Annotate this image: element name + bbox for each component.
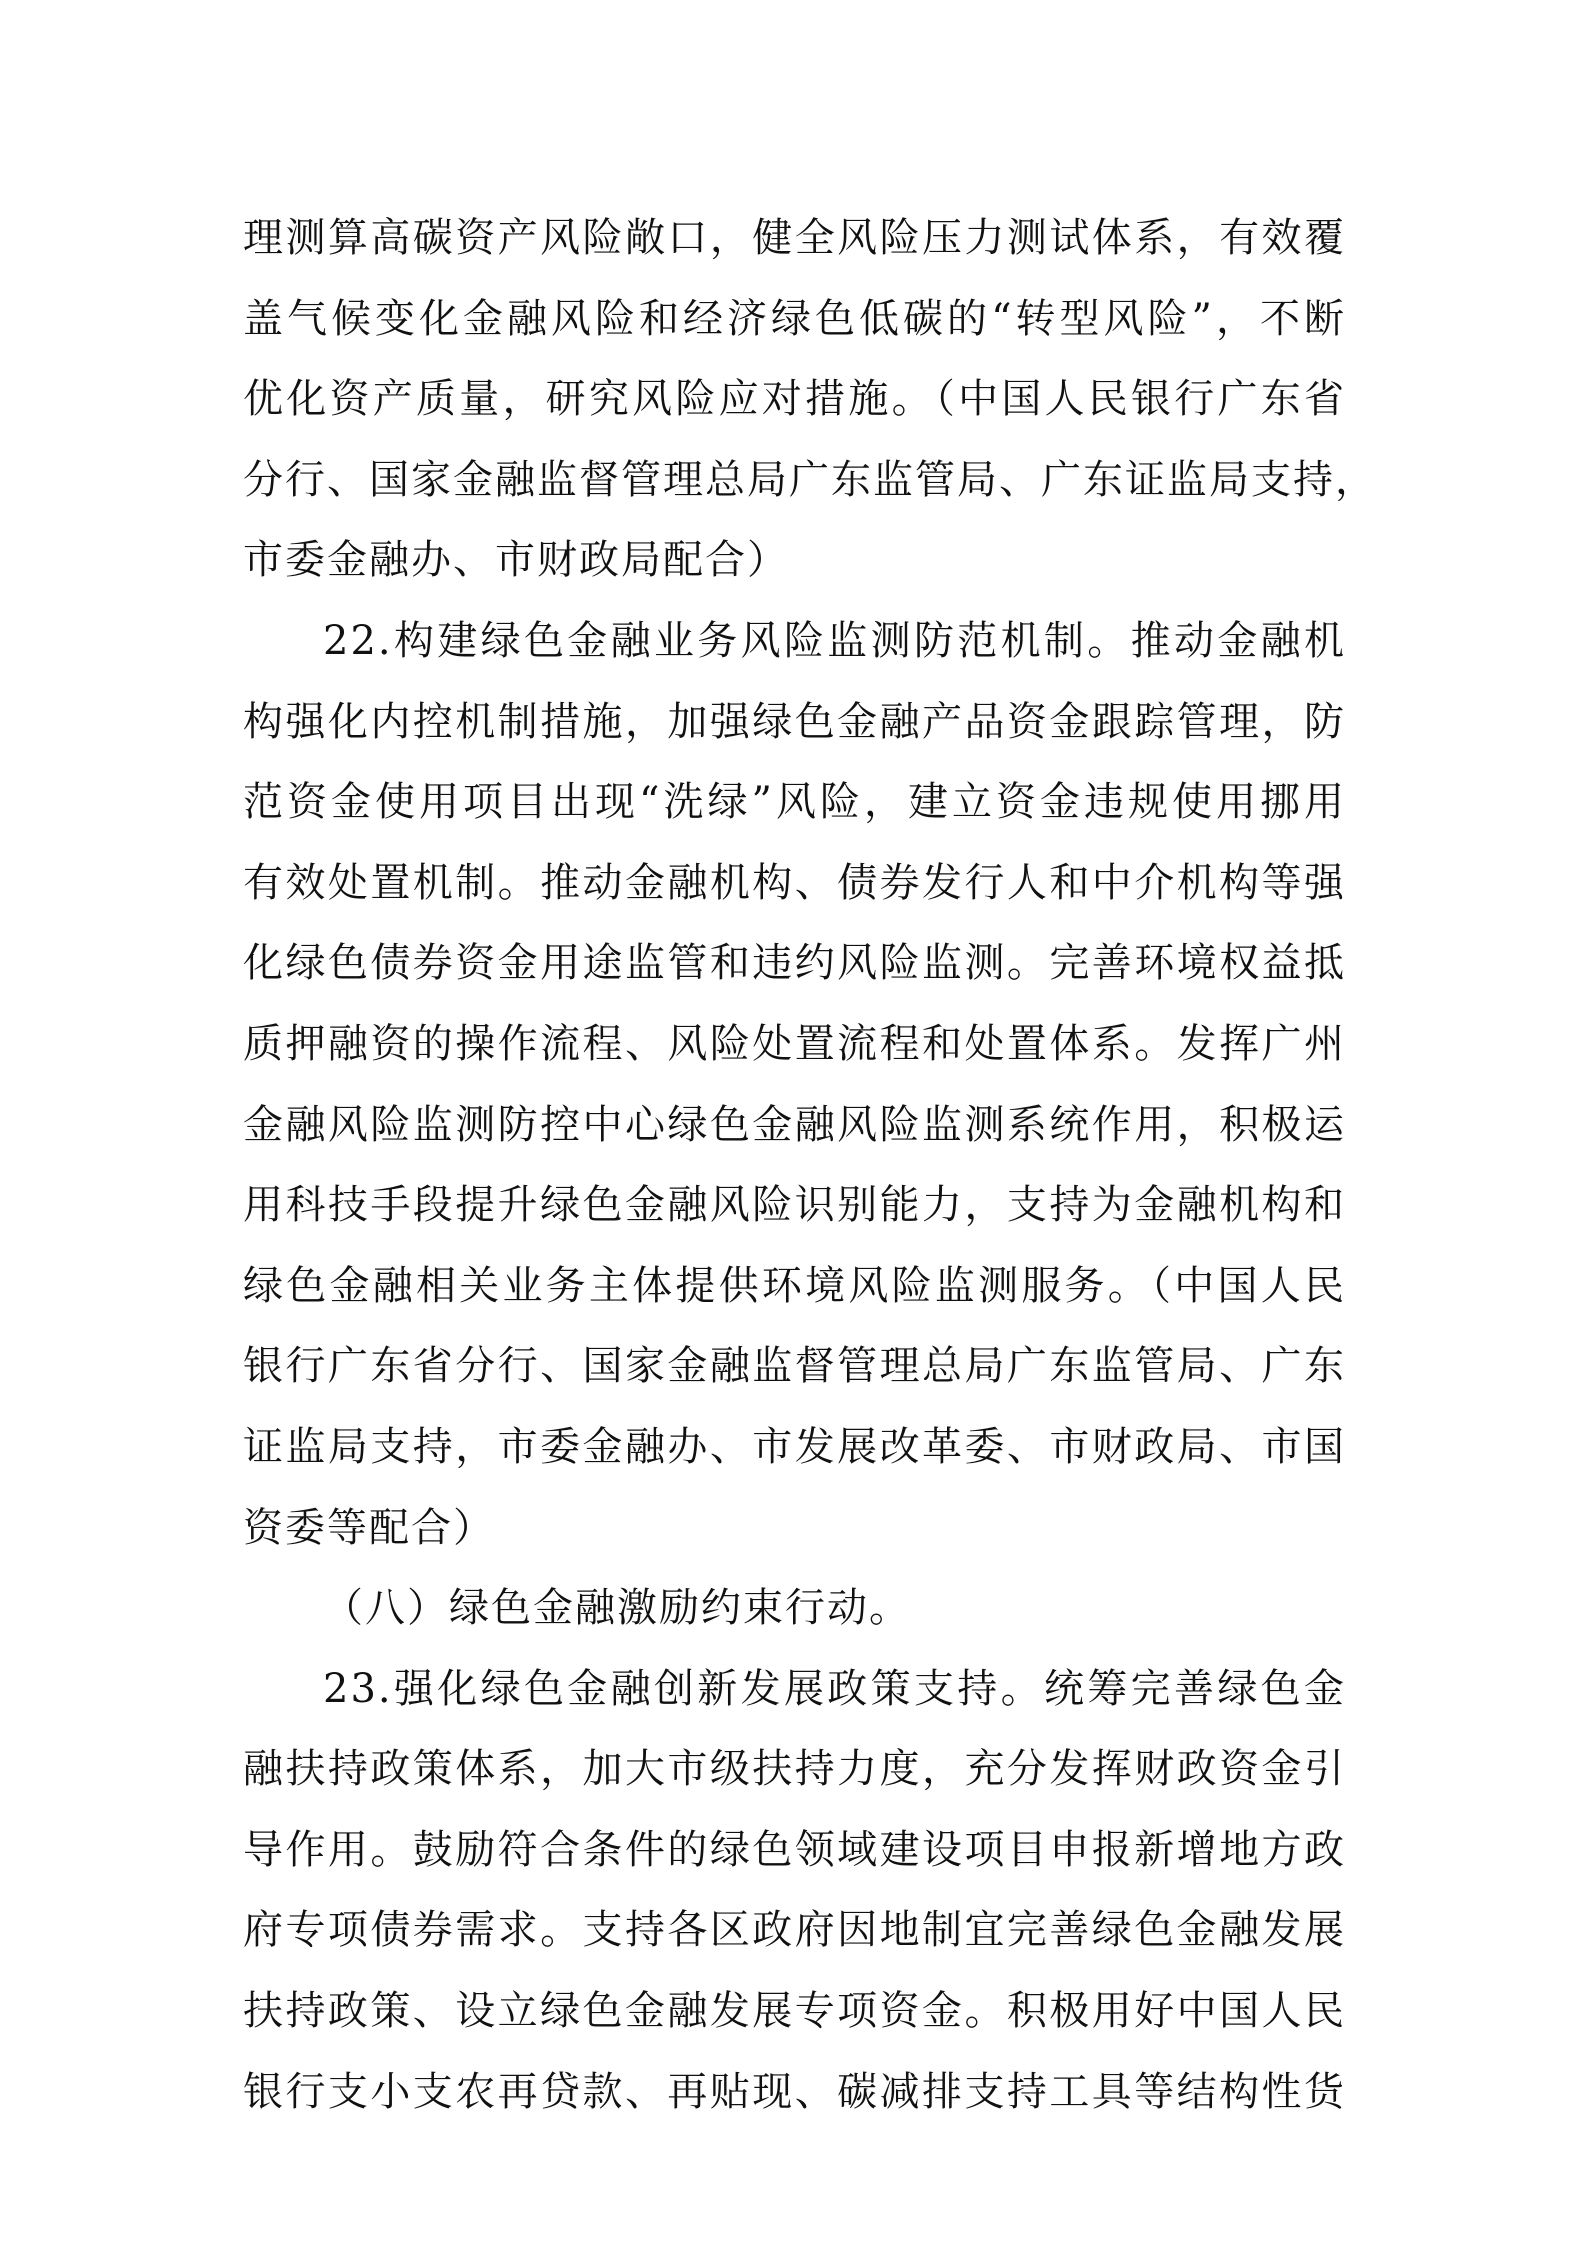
paragraph-line: 用科技手段提升绿色金融风险识别能力，支持为金融机构和 [243, 1182, 1346, 1229]
paragraph-line: 质押融资的操作流程、风险处置流程和处置体系。发挥广州 [243, 1020, 1346, 1067]
paragraph-line: 导作用。鼓励符合条件的绿色领域建设项目申报新增地方政 [243, 1826, 1346, 1873]
paragraph-line: 化绿色债券资金用途监管和违约风险监测。完善环境权益抵 [243, 940, 1346, 987]
paragraph-line: 资委等配合） [243, 1504, 495, 1551]
paragraph-line: 理测算高碳资产风险敞口，健全风险压力测试体系，有效覆 [243, 215, 1346, 261]
paragraph-line: 优化资产质量，研究风险应对措施。（中国人民银行广东省 [243, 376, 1346, 423]
paragraph-line: 盖气候变化金融风险和经济绿色低碳的“转型风险”，不断 [243, 295, 1346, 342]
paragraph-line: 有效处置机制。推动金融机构、债券发行人和中介机构等强 [243, 859, 1346, 906]
paragraph-line: 证监局支持，市委金融办、市发展改革委、市财政局、市国 [243, 1423, 1346, 1470]
paragraph-line: 绿色金融相关业务主体提供环境风险监测服务。（中国人民 [243, 1262, 1346, 1309]
paragraph-line: 融扶持政策体系，加大市级扶持力度，充分发挥财政资金引 [243, 1746, 1346, 1793]
paragraph-line: 范资金使用项目出现“洗绿”风险，建立资金违规使用挪用 [243, 779, 1346, 826]
paragraph-first-line: 23.强化绿色金融创新发展政策支持。统筹完善绿色金 [323, 1665, 1346, 1712]
paragraph-line: 构强化内控机制措施，加强绿色金融产品资金跟踪管理，防 [243, 698, 1346, 745]
paragraph-first-line: （八）绿色金融激励约束行动。 [323, 1585, 911, 1632]
paragraph-line: 银行广东省分行、国家金融监督管理总局广东监管局、广东 [243, 1343, 1346, 1390]
paragraph-line: 分行、国家金融监督管理总局广东监管局、广东证监局支持， [243, 456, 1377, 503]
paragraph-line: 市委金融办、市财政局配合） [243, 537, 789, 584]
paragraph-line: 府专项债券需求。支持各区政府因地制宜完善绿色金融发展 [243, 1907, 1346, 1954]
paragraph-line: 扶持政策、设立绿色金融发展专项资金。积极用好中国人民 [243, 1988, 1346, 2035]
paragraph-line: 银行支小支农再贷款、再贴现、碳减排支持工具等结构性货 [243, 2068, 1346, 2115]
document-page [243, 198, 1377, 2132]
paragraph-first-line: 22.构建绿色金融业务风险监测防范机制。推动金融机 [323, 617, 1346, 664]
paragraph-line: 金融风险监测防控中心绿色金融风险监测系统作用，积极运 [243, 1101, 1346, 1148]
